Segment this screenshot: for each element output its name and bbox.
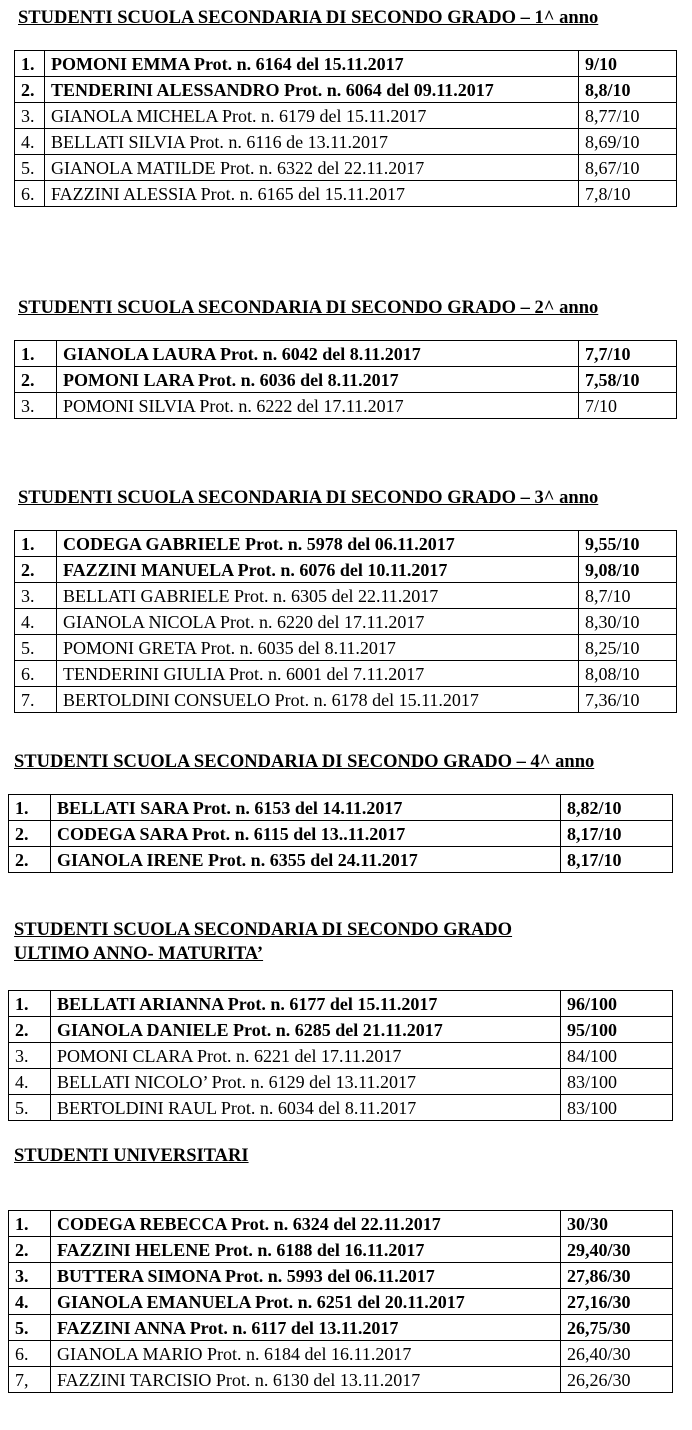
student-entry: FAZZINI ANNA Prot. n. 6117 del 13.11.2017: [51, 1315, 561, 1341]
section-heading-1st-year: STUDENTI SCUOLA SECONDARIA DI SECONDO GRADO – 1^ anno: [18, 8, 599, 28]
table-row: [9, 1237, 673, 1263]
student-entry: BERTOLDINI RAUL Prot. n. 6034 del 8.11.2017: [51, 1095, 561, 1121]
score-value: 8,17/10: [561, 847, 673, 873]
rank-number: 5.: [15, 155, 45, 181]
student-entry: FAZZINI ALESSIA Prot. n. 6165 del 15.11.2017: [45, 181, 579, 207]
table-row: [9, 821, 673, 847]
score-value: 8,08/10: [579, 661, 677, 687]
rank-number: 3.: [15, 393, 57, 419]
score-value: 7/10: [579, 393, 677, 419]
section-heading-4th-year: STUDENTI SCUOLA SECONDARIA DI SECONDO GRADO – 4^ anno: [14, 752, 595, 772]
score-value: 26,26/30: [561, 1367, 673, 1393]
table-row: [15, 661, 677, 687]
table-row: [9, 1017, 673, 1043]
score-value: 27,16/30: [561, 1289, 673, 1315]
table-row: [15, 341, 677, 367]
rank-number: 1.: [9, 991, 51, 1017]
student-entry: CODEGA REBECCA Prot. n. 6324 del 22.11.2017: [51, 1211, 561, 1237]
rank-number: 2.: [9, 1017, 51, 1043]
rank-number: 3.: [15, 103, 45, 129]
score-value: 27,86/30: [561, 1263, 673, 1289]
rank-number: 4.: [15, 129, 45, 155]
rank-number: 1.: [15, 531, 57, 557]
student-entry: FAZZINI TARCISIO Prot. n. 6130 del 13.11.2017: [51, 1367, 561, 1393]
table-row: [15, 155, 677, 181]
rank-number: 7.: [15, 687, 57, 713]
rank-number: 2.: [15, 77, 45, 103]
table-row: [9, 1315, 673, 1341]
table-row: [15, 531, 677, 557]
student-entry: FAZZINI MANUELA Prot. n. 6076 del 10.11.2017: [57, 557, 579, 583]
table-row: [9, 1211, 673, 1237]
score-value: 8,77/10: [579, 103, 677, 129]
score-value: 8,82/10: [561, 795, 673, 821]
score-value: 83/100: [561, 1069, 673, 1095]
ranking-table-university: [8, 1210, 673, 1393]
score-value: 26,40/30: [561, 1341, 673, 1367]
ranking-table-2nd-year: [14, 340, 677, 419]
student-entry: BUTTERA SIMONA Prot. n. 5993 del 06.11.2017: [51, 1263, 561, 1289]
rank-number: 2.: [15, 557, 57, 583]
score-value: 96/100: [561, 991, 673, 1017]
table-row: [9, 1367, 673, 1393]
student-entry: GIANOLA IRENE Prot. n. 6355 del 24.11.2017: [51, 847, 561, 873]
student-entry: CODEGA SARA Prot. n. 6115 del 13..11.2017: [51, 821, 561, 847]
section-heading-final-year: STUDENTI SCUOLA SECONDARIA DI SECONDO GRADO ULTIMO ANNO- MATURITA’: [14, 920, 513, 964]
score-value: 29,40/30: [561, 1237, 673, 1263]
score-value: 8,17/10: [561, 821, 673, 847]
score-value: 7,8/10: [579, 181, 677, 207]
score-value: 83/100: [561, 1095, 673, 1121]
rank-number: 3.: [15, 583, 57, 609]
rank-number: 3.: [9, 1043, 51, 1069]
student-entry: CODEGA GABRIELE Prot. n. 5978 del 06.11.2017: [57, 531, 579, 557]
score-value: 9,08/10: [579, 557, 677, 583]
table-row: [15, 51, 677, 77]
score-value: 84/100: [561, 1043, 673, 1069]
student-entry: GIANOLA EMANUELA Prot. n. 6251 del 20.11.2017: [51, 1289, 561, 1315]
rank-number: 1.: [9, 795, 51, 821]
student-entry: TENDERINI GIULIA Prot. n. 6001 del 7.11.2017: [57, 661, 579, 687]
student-entry: BELLATI NICOLO’ Prot. n. 6129 del 13.11.2017: [51, 1069, 561, 1095]
rank-number: 1.: [15, 341, 57, 367]
rank-number: 6.: [9, 1341, 51, 1367]
rank-number: 2.: [15, 367, 57, 393]
table-row: [9, 1069, 673, 1095]
student-entry: BERTOLDINI CONSUELO Prot. n. 6178 del 15.11.2017: [57, 687, 579, 713]
table-row: [9, 1289, 673, 1315]
score-value: 8,25/10: [579, 635, 677, 661]
student-entry: BELLATI ARIANNA Prot. n. 6177 del 15.11.2017: [51, 991, 561, 1017]
score-value: 8,30/10: [579, 609, 677, 635]
ranking-table-3rd-year: [14, 530, 677, 713]
table-row: [15, 367, 677, 393]
table-row: [9, 1043, 673, 1069]
student-entry: BELLATI GABRIELE Prot. n. 6305 del 22.11.2017: [57, 583, 579, 609]
ranking-table-1st-year: [14, 50, 677, 207]
table-row: [9, 1341, 673, 1367]
table-row: [15, 609, 677, 635]
ranking-table-4th-year: [8, 794, 673, 873]
score-value: 26,75/30: [561, 1315, 673, 1341]
rank-number: 1.: [9, 1211, 51, 1237]
rank-number: 4.: [15, 609, 57, 635]
rank-number: 5.: [15, 635, 57, 661]
student-entry: GIANOLA NICOLA Prot. n. 6220 del 17.11.2017: [57, 609, 579, 635]
student-entry: GIANOLA LAURA Prot. n. 6042 del 8.11.2017: [57, 341, 579, 367]
table-row: [15, 129, 677, 155]
student-entry: POMONI GRETA Prot. n. 6035 del 8.11.2017: [57, 635, 579, 661]
score-value: 8,69/10: [579, 129, 677, 155]
score-value: 8,7/10: [579, 583, 677, 609]
table-row: [9, 991, 673, 1017]
student-entry: GIANOLA MARIO Prot. n. 6184 del 16.11.2017: [51, 1341, 561, 1367]
table-row: [9, 795, 673, 821]
table-row: [15, 393, 677, 419]
student-entry: POMONI LARA Prot. n. 6036 del 8.11.2017: [57, 367, 579, 393]
rank-number: 6.: [15, 661, 57, 687]
score-value: 8,67/10: [579, 155, 677, 181]
section-heading-university: STUDENTI UNIVERSITARI: [14, 1146, 249, 1166]
table-row: [15, 103, 677, 129]
section-heading-2nd-year: STUDENTI SCUOLA SECONDARIA DI SECONDO GRADO – 2^ anno: [18, 298, 599, 318]
rank-number: 4.: [9, 1289, 51, 1315]
table-row: [15, 635, 677, 661]
rank-number: 2.: [9, 847, 51, 873]
student-entry: BELLATI SARA Prot. n. 6153 del 14.11.2017: [51, 795, 561, 821]
table-row: [15, 181, 677, 207]
score-value: 7,7/10: [579, 341, 677, 367]
score-value: 7,58/10: [579, 367, 677, 393]
student-entry: GIANOLA MICHELA Prot. n. 6179 del 15.11.2017: [45, 103, 579, 129]
ranking-table-final-year: [8, 990, 673, 1121]
table-row: [15, 557, 677, 583]
student-entry: TENDERINI ALESSANDRO Prot. n. 6064 del 09.11.2017: [45, 77, 579, 103]
rank-number: 2.: [9, 821, 51, 847]
student-entry: GIANOLA DANIELE Prot. n. 6285 del 21.11.2017: [51, 1017, 561, 1043]
rank-number: 6.: [15, 181, 45, 207]
student-entry: POMONI CLARA Prot. n. 6221 del 17.11.2017: [51, 1043, 561, 1069]
table-row: [15, 687, 677, 713]
score-value: 9/10: [579, 51, 677, 77]
student-entry: POMONI EMMA Prot. n. 6164 del 15.11.2017: [45, 51, 579, 77]
table-row: [9, 847, 673, 873]
student-entry: GIANOLA MATILDE Prot. n. 6322 del 22.11.2017: [45, 155, 579, 181]
rank-number: 1.: [15, 51, 45, 77]
rank-number: 5.: [9, 1095, 51, 1121]
table-row: [9, 1263, 673, 1289]
student-entry: FAZZINI HELENE Prot. n. 6188 del 16.11.2017: [51, 1237, 561, 1263]
score-value: 8,8/10: [579, 77, 677, 103]
rank-number: 5.: [9, 1315, 51, 1341]
table-row: [15, 583, 677, 609]
student-entry: BELLATI SILVIA Prot. n. 6116 de 13.11.2017: [45, 129, 579, 155]
section-heading-3rd-year: STUDENTI SCUOLA SECONDARIA DI SECONDO GRADO – 3^ anno: [18, 488, 599, 508]
rank-number: 7,: [9, 1367, 51, 1393]
rank-number: 4.: [9, 1069, 51, 1095]
score-value: 30/30: [561, 1211, 673, 1237]
table-row: [15, 77, 677, 103]
student-entry: POMONI SILVIA Prot. n. 6222 del 17.11.2017: [57, 393, 579, 419]
rank-number: 3.: [9, 1263, 51, 1289]
score-value: 7,36/10: [579, 687, 677, 713]
score-value: 9,55/10: [579, 531, 677, 557]
score-value: 95/100: [561, 1017, 673, 1043]
rank-number: 2.: [9, 1237, 51, 1263]
table-row: [9, 1095, 673, 1121]
